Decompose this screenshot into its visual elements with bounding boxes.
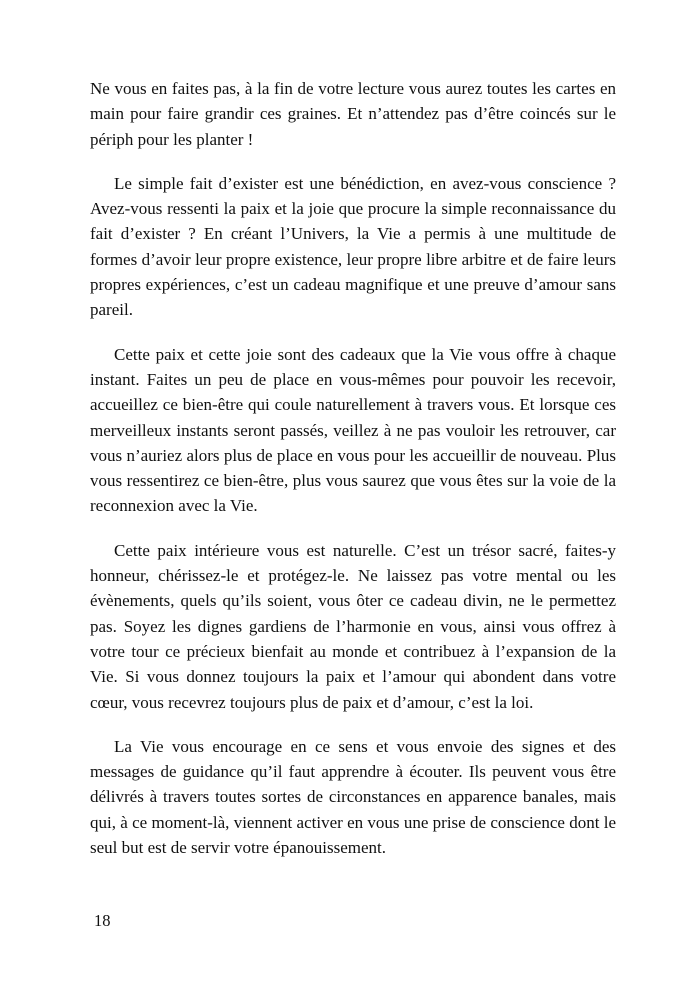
- paragraph-5: La Vie vous encourage en ce sens et vous envoie des signes et des messages de guidance qu’il faut apprendre à écouter. Ils peuvent vous être délivrés à travers toutes sortes de circonstances en apparence banales, mais qui, à ce moment-là, viennent activer en vous une prise de conscience dont le seul but est de servir votre épanouissement.: [90, 736, 616, 858]
- paragraph-4: Cette paix intérieure vous est naturelle. C’est un trésor sacré, faites-y honneur, chérissez-le et protégez-le. Ne laissez pas votre mental ou les évènements, quels qu’ils soient, vous ôter ce cadeau divin, ne le permettez pas. Soyez les dignes gardiens de l’harmonie en vous, ainsi vous offrez à votre tour ce précieux bienfait au monde et contribuez à l’expansion de la Vie. Si vous donnez toujours la paix et l’amour qui abondent dans votre cœur, vous recevrez toujours plus de paix et d’amour, c’est la loi.: [90, 540, 616, 712]
- paragraph-1: Ne vous en faites pas, à la fin de votre lecture vous aurez toutes les cartes en main pour faire grandir ces graines. Et n’attendez pas d’être coincés sur le périph pour les planter !: [90, 79, 616, 149]
- page-text-block: [90, 76, 616, 879]
- paragraph-3: Cette paix et cette joie sont des cadeaux que la Vie vous offre à chaque instant. Faites un peu de place en vous-mêmes pour pouvoir les recevoir, accueillez ce bien-être qui coule naturellement à travers vous. Et lorsque ces merveilleux instants seront passés, veillez à ne pas vouloir les retrouver, car vous n’auriez alors plus de place en vous pour les accueillir de nouveau. Plus vous ressentirez ce bien-être, plus vous saurez que vous êtes sur la voie de la reconnexion avec la Vie.: [90, 344, 616, 516]
- page-number: 18: [94, 911, 111, 930]
- paragraph-2: Le simple fait d’exister est une bénédiction, en avez-vous conscience ? Avez-vous ressenti la paix et la joie que procure la simple reconnaissance du fait d’exister ? En créant l’Univers, la Vie a permis à une multitude de formes d’avoir leur propre existence, leur propre libre arbitre et de faire leurs propres expériences, c’est un cadeau magnifique et une preuve d’amour sans pareil.: [90, 173, 616, 320]
